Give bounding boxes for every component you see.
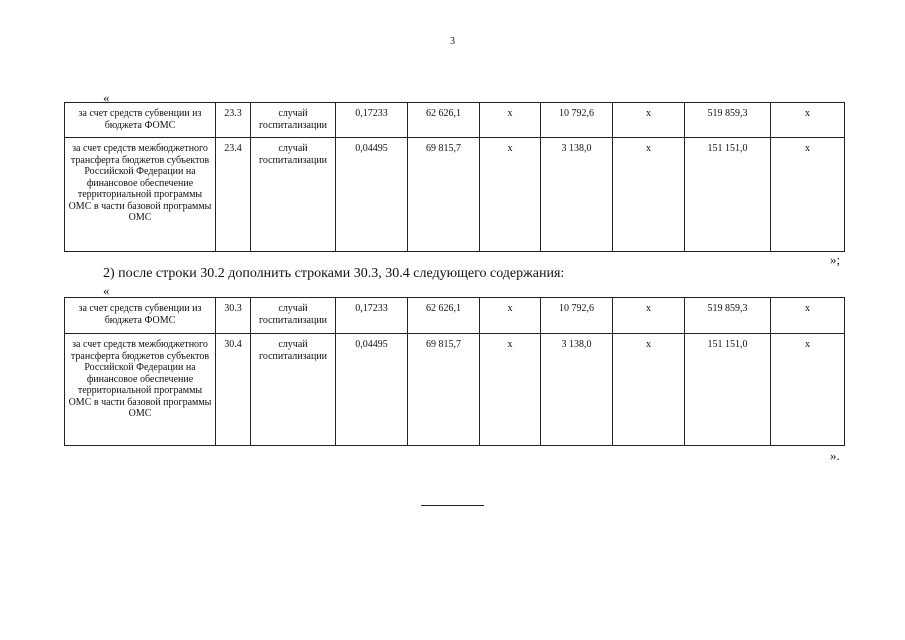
row-description: за счет средств межбюджетного трансферта бюджетов субъектов Российской Федерации на финансовое обеспечение территориальной программы ОМС в части базовой программы ОМС (65, 138, 216, 252)
close-quote-1: »; (830, 252, 841, 267)
row-number: 23.4 (216, 138, 251, 252)
row-cost: 69 815,7 (408, 138, 480, 252)
amendment-table-1 (64, 102, 845, 252)
close-quote-2: ». (830, 448, 840, 463)
row-cell: x (480, 138, 541, 252)
row-cell: x (771, 103, 845, 138)
row-unit: случай госпитализации (251, 138, 336, 252)
row-description: за счет средств субвенции из бюджета ФОМС (65, 103, 216, 138)
table-row (65, 298, 845, 334)
row-cell: x (771, 334, 845, 446)
row-cell: 151 151,0 (685, 334, 771, 446)
row-unit: случай госпитализации (251, 334, 336, 446)
table-row (65, 103, 845, 138)
page-number: 3 (450, 36, 455, 47)
amendment-table-2 (64, 297, 845, 446)
row-cell: x (613, 138, 685, 252)
open-quote-1: « (103, 90, 110, 105)
row-cell: x (480, 334, 541, 446)
row-cell: x (480, 298, 541, 334)
table-row (65, 138, 845, 252)
row-norm: 0,04495 (336, 334, 408, 446)
amendment-instruction: 2) после строки 30.2 дополнить строками 30.3, 30.4 следующего содержания: (103, 266, 565, 281)
row-cell: 3 138,0 (541, 138, 613, 252)
table-row (65, 334, 845, 446)
row-number: 23.3 (216, 103, 251, 138)
row-cell: x (771, 138, 845, 252)
open-quote-2: « (103, 283, 110, 298)
row-cell: 519 859,3 (685, 103, 771, 138)
row-description: за счет средств межбюджетного трансферта бюджетов субъектов Российской Федерации на финансовое обеспечение территориальной программы ОМС в части базовой программы ОМС (65, 334, 216, 446)
row-cell: x (613, 298, 685, 334)
row-norm: 0,17233 (336, 103, 408, 138)
row-cell: x (771, 298, 845, 334)
row-cost: 62 626,1 (408, 103, 480, 138)
row-cell: x (613, 103, 685, 138)
row-cell: 10 792,6 (541, 103, 613, 138)
row-cell: x (613, 334, 685, 446)
row-cell: 3 138,0 (541, 334, 613, 446)
footer-divider (421, 505, 484, 506)
row-norm: 0,17233 (336, 298, 408, 334)
row-cell: 151 151,0 (685, 138, 771, 252)
row-cell: 519 859,3 (685, 298, 771, 334)
row-cell: 10 792,6 (541, 298, 613, 334)
row-cell: x (480, 103, 541, 138)
row-unit: случай госпитализации (251, 103, 336, 138)
row-number: 30.4 (216, 334, 251, 446)
row-cost: 69 815,7 (408, 334, 480, 446)
row-norm: 0,04495 (336, 138, 408, 252)
row-description: за счет средств субвенции из бюджета ФОМС (65, 298, 216, 334)
row-number: 30.3 (216, 298, 251, 334)
row-cost: 62 626,1 (408, 298, 480, 334)
row-unit: случай госпитализации (251, 298, 336, 334)
